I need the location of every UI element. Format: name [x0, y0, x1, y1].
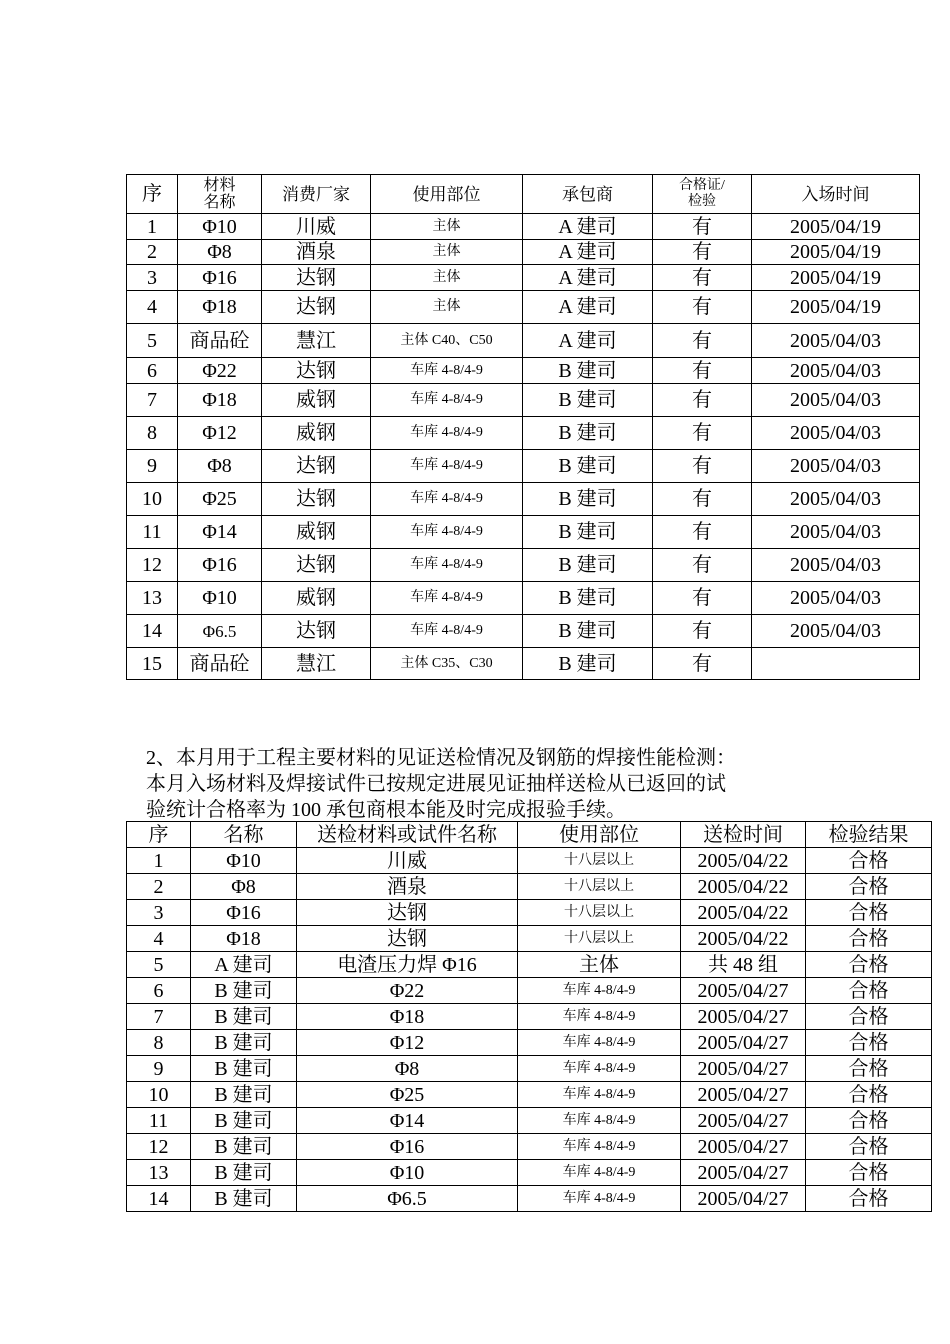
row-date — [752, 648, 920, 680]
row-part: 车库 4-8/4-9 — [518, 978, 681, 1004]
row-result: 合格 — [806, 952, 932, 978]
header-cert — [653, 175, 752, 214]
row-contractor: B 建司 — [523, 450, 653, 483]
row-part: 车库 4-8/4-9 — [518, 1004, 681, 1030]
row-seq: 7 — [127, 1004, 191, 1030]
row-cert: 有 — [653, 324, 752, 358]
row-maker: 威钢 — [262, 582, 371, 615]
row-seq: 11 — [127, 516, 178, 549]
header-name: 名称 — [191, 822, 297, 848]
row-sample: 电渣压力焊 Φ16 — [297, 952, 518, 978]
header-material-line1: 材料 — [203, 177, 236, 194]
row-contractor: A 建司 — [523, 324, 653, 358]
row-part: 车库 4-8/4-9 — [371, 358, 523, 384]
row-name: Φ16 — [191, 900, 297, 926]
row-material: Φ8 — [178, 450, 262, 483]
row-maker: 达钢 — [262, 358, 371, 384]
row-name: B 建司 — [191, 1082, 297, 1108]
table-row — [127, 240, 920, 265]
table-row — [127, 265, 920, 291]
table-row — [127, 1082, 932, 1108]
row-contractor: B 建司 — [523, 384, 653, 417]
row-date: 2005/04/19 — [752, 265, 920, 291]
row-result: 合格 — [806, 926, 932, 952]
table-row — [127, 450, 920, 483]
row-part: 主体 — [518, 952, 681, 978]
row-name: B 建司 — [191, 1160, 297, 1186]
table-row — [127, 358, 920, 384]
row-result: 合格 — [806, 978, 932, 1004]
row-contractor: A 建司 — [523, 291, 653, 324]
row-material: Φ16 — [178, 265, 262, 291]
row-part: 主体 C35、C30 — [371, 648, 523, 680]
row-sample: Φ6.5 — [297, 1186, 518, 1212]
row-date: 2005/04/03 — [752, 549, 920, 582]
row-seq: 5 — [127, 952, 191, 978]
row-name: B 建司 — [191, 1186, 297, 1212]
row-sample: 酒泉 — [297, 874, 518, 900]
row-contractor: B 建司 — [523, 417, 653, 450]
row-date: 2005/04/22 — [681, 848, 806, 874]
row-part: 车库 4-8/4-9 — [371, 582, 523, 615]
row-part: 主体 — [371, 214, 523, 240]
row-date: 2005/04/27 — [681, 1030, 806, 1056]
row-cert: 有 — [653, 384, 752, 417]
header-seq: 序 — [127, 175, 178, 214]
row-cert: 有 — [653, 358, 752, 384]
row-material: Φ22 — [178, 358, 262, 384]
row-name: A 建司 — [191, 952, 297, 978]
row-result: 合格 — [806, 1082, 932, 1108]
row-material: Φ18 — [178, 291, 262, 324]
row-name: Φ8 — [191, 874, 297, 900]
row-maker: 达钢 — [262, 549, 371, 582]
row-material: Φ6.5 — [178, 615, 262, 648]
row-name: Φ10 — [191, 848, 297, 874]
row-name: B 建司 — [191, 1004, 297, 1030]
row-seq: 12 — [127, 1134, 191, 1160]
row-maker: 达钢 — [262, 265, 371, 291]
table-row — [127, 952, 932, 978]
table-row — [127, 1134, 932, 1160]
row-result: 合格 — [806, 1108, 932, 1134]
row-part: 车库 4-8/4-9 — [371, 615, 523, 648]
row-sample: Φ16 — [297, 1134, 518, 1160]
row-material: Φ18 — [178, 384, 262, 417]
summary-line-3: 验统计合格率为 100 承包商根本能及时完成报验手续。 — [146, 799, 626, 821]
row-contractor: A 建司 — [523, 214, 653, 240]
summary-line-1: 2、本月用于工程主要材料的见证送检情况及钢筋的焊接性能检测： — [146, 747, 736, 769]
row-result: 合格 — [806, 900, 932, 926]
row-part: 十八层以上 — [518, 926, 681, 952]
row-sample: Φ22 — [297, 978, 518, 1004]
row-cert: 有 — [653, 240, 752, 265]
table2-header-row — [127, 822, 932, 848]
header-sample: 送检材料或试件名称 — [297, 822, 518, 848]
row-material: Φ25 — [178, 483, 262, 516]
row-contractor: B 建司 — [523, 615, 653, 648]
row-date: 2005/04/03 — [752, 450, 920, 483]
table-row — [127, 214, 920, 240]
row-maker: 威钢 — [262, 516, 371, 549]
table-row — [127, 1056, 932, 1082]
row-date: 2005/04/03 — [752, 384, 920, 417]
row-maker: 威钢 — [262, 417, 371, 450]
row-date: 2005/04/22 — [681, 874, 806, 900]
row-date: 2005/04/19 — [752, 291, 920, 324]
row-seq: 4 — [127, 291, 178, 324]
row-date: 2005/04/22 — [681, 926, 806, 952]
table-row — [127, 648, 920, 680]
header-seq: 序 — [127, 822, 191, 848]
table-row — [127, 324, 920, 358]
row-maker: 酒泉 — [262, 240, 371, 265]
row-seq: 9 — [127, 1056, 191, 1082]
row-seq: 8 — [127, 1030, 191, 1056]
row-maker: 川威 — [262, 214, 371, 240]
row-sample: 川威 — [297, 848, 518, 874]
row-date: 2005/04/03 — [752, 582, 920, 615]
row-result: 合格 — [806, 1160, 932, 1186]
row-maker: 慧江 — [262, 324, 371, 358]
row-material: 商品砼 — [178, 648, 262, 680]
row-seq: 15 — [127, 648, 178, 680]
row-date: 2005/04/19 — [752, 214, 920, 240]
row-date: 2005/04/27 — [681, 978, 806, 1004]
row-result: 合格 — [806, 1134, 932, 1160]
row-material: Φ10 — [178, 582, 262, 615]
table-row — [127, 1186, 932, 1212]
row-sample: Φ10 — [297, 1160, 518, 1186]
row-material: Φ12 — [178, 417, 262, 450]
row-result: 合格 — [806, 848, 932, 874]
row-cert: 有 — [653, 291, 752, 324]
header-contractor: 承包商 — [523, 175, 653, 214]
row-date: 共 48 组 — [681, 952, 806, 978]
row-part: 主体 C40、C50 — [371, 324, 523, 358]
row-maker: 慧江 — [262, 648, 371, 680]
row-maker: 威钢 — [262, 384, 371, 417]
row-date: 2005/04/22 — [681, 900, 806, 926]
row-part: 车库 4-8/4-9 — [518, 1030, 681, 1056]
row-sample: Φ18 — [297, 1004, 518, 1030]
row-maker: 达钢 — [262, 450, 371, 483]
table-row — [127, 1108, 932, 1134]
row-cert: 有 — [653, 265, 752, 291]
row-seq: 6 — [127, 978, 191, 1004]
row-seq: 1 — [127, 214, 178, 240]
row-seq: 12 — [127, 549, 178, 582]
row-contractor: B 建司 — [523, 483, 653, 516]
row-contractor: B 建司 — [523, 648, 653, 680]
row-seq: 13 — [127, 1160, 191, 1186]
row-date: 2005/04/27 — [681, 1004, 806, 1030]
table-row — [127, 848, 932, 874]
row-date: 2005/04/27 — [681, 1082, 806, 1108]
row-name: B 建司 — [191, 978, 297, 1004]
row-date: 2005/04/27 — [681, 1186, 806, 1212]
table-row — [127, 615, 920, 648]
table-row — [127, 900, 932, 926]
row-seq: 14 — [127, 615, 178, 648]
inspection-summary — [146, 745, 846, 823]
row-date: 2005/04/03 — [752, 417, 920, 450]
row-date: 2005/04/27 — [681, 1134, 806, 1160]
row-material: Φ14 — [178, 516, 262, 549]
row-name: B 建司 — [191, 1030, 297, 1056]
row-part: 车库 4-8/4-9 — [518, 1056, 681, 1082]
row-seq: 4 — [127, 926, 191, 952]
row-date: 2005/04/03 — [752, 516, 920, 549]
row-result: 合格 — [806, 1004, 932, 1030]
row-cert: 有 — [653, 615, 752, 648]
table-row — [127, 1004, 932, 1030]
row-seq: 9 — [127, 450, 178, 483]
table-row — [127, 384, 920, 417]
row-contractor: A 建司 — [523, 240, 653, 265]
row-name: B 建司 — [191, 1108, 297, 1134]
row-seq: 3 — [127, 900, 191, 926]
row-seq: 5 — [127, 324, 178, 358]
row-date: 2005/04/27 — [681, 1160, 806, 1186]
row-result: 合格 — [806, 874, 932, 900]
row-part: 主体 — [371, 265, 523, 291]
row-material: Φ8 — [178, 240, 262, 265]
material-entry-table — [126, 174, 920, 680]
row-seq: 2 — [127, 874, 191, 900]
table-row — [127, 483, 920, 516]
row-seq: 11 — [127, 1108, 191, 1134]
row-part: 十八层以上 — [518, 874, 681, 900]
row-maker: 达钢 — [262, 615, 371, 648]
row-name: Φ18 — [191, 926, 297, 952]
row-date: 2005/04/03 — [752, 324, 920, 358]
row-cert: 有 — [653, 648, 752, 680]
header-cert-line1: 合格证/ — [679, 178, 725, 193]
table-row — [127, 926, 932, 952]
row-sample: Φ12 — [297, 1030, 518, 1056]
table-row — [127, 549, 920, 582]
row-material: Φ10 — [178, 214, 262, 240]
row-material: 商品砼 — [178, 324, 262, 358]
row-part: 车库 4-8/4-9 — [518, 1186, 681, 1212]
row-cert: 有 — [653, 450, 752, 483]
row-date: 2005/04/03 — [752, 483, 920, 516]
row-cert: 有 — [653, 417, 752, 450]
row-cert: 有 — [653, 549, 752, 582]
row-part: 主体 — [371, 240, 523, 265]
row-seq: 7 — [127, 384, 178, 417]
row-name: B 建司 — [191, 1056, 297, 1082]
header-material — [178, 175, 262, 214]
row-seq: 2 — [127, 240, 178, 265]
row-name: B 建司 — [191, 1134, 297, 1160]
row-seq: 1 — [127, 848, 191, 874]
header-maker: 消费厂家 — [262, 175, 371, 214]
row-cert: 有 — [653, 483, 752, 516]
row-cert: 有 — [653, 582, 752, 615]
row-date: 2005/04/27 — [681, 1056, 806, 1082]
row-seq: 13 — [127, 582, 178, 615]
row-part: 车库 4-8/4-9 — [371, 417, 523, 450]
row-result: 合格 — [806, 1056, 932, 1082]
header-cert-line2: 检验 — [688, 194, 716, 209]
row-contractor: B 建司 — [523, 549, 653, 582]
row-cert: 有 — [653, 516, 752, 549]
summary-line-2: 本月入场材料及焊接试件已按规定进展见证抽样送检从已返回的试 — [146, 773, 726, 795]
row-part: 车库 4-8/4-9 — [371, 516, 523, 549]
row-date: 2005/04/27 — [681, 1108, 806, 1134]
row-sample: Φ8 — [297, 1056, 518, 1082]
table-row — [127, 1160, 932, 1186]
row-part: 车库 4-8/4-9 — [518, 1134, 681, 1160]
table-row — [127, 978, 932, 1004]
header-date: 送检时间 — [681, 822, 806, 848]
row-result: 合格 — [806, 1186, 932, 1212]
row-part: 车库 4-8/4-9 — [518, 1082, 681, 1108]
header-date: 入场时间 — [752, 175, 920, 214]
header-part: 使用部位 — [371, 175, 523, 214]
row-maker: 达钢 — [262, 291, 371, 324]
table-row — [127, 582, 920, 615]
header-part: 使用部位 — [518, 822, 681, 848]
row-seq: 6 — [127, 358, 178, 384]
row-seq: 10 — [127, 483, 178, 516]
row-contractor: B 建司 — [523, 358, 653, 384]
table-row — [127, 417, 920, 450]
table1-header-row — [127, 175, 920, 214]
row-result: 合格 — [806, 1030, 932, 1056]
row-sample: Φ14 — [297, 1108, 518, 1134]
row-maker: 达钢 — [262, 483, 371, 516]
row-cert: 有 — [653, 214, 752, 240]
row-part: 车库 4-8/4-9 — [371, 483, 523, 516]
row-part: 主体 — [371, 291, 523, 324]
row-part: 车库 4-8/4-9 — [518, 1160, 681, 1186]
header-result: 检验结果 — [806, 822, 932, 848]
sample-inspection-table — [126, 821, 932, 1212]
table-row — [127, 516, 920, 549]
row-seq: 10 — [127, 1082, 191, 1108]
row-sample: Φ25 — [297, 1082, 518, 1108]
row-part: 车库 4-8/4-9 — [371, 384, 523, 417]
row-part: 十八层以上 — [518, 848, 681, 874]
row-date: 2005/04/19 — [752, 240, 920, 265]
row-contractor: B 建司 — [523, 516, 653, 549]
row-part: 车库 4-8/4-9 — [371, 549, 523, 582]
table-row — [127, 874, 932, 900]
row-part: 车库 4-8/4-9 — [371, 450, 523, 483]
row-date: 2005/04/03 — [752, 358, 920, 384]
row-sample: 达钢 — [297, 900, 518, 926]
header-material-line2: 名称 — [203, 194, 236, 211]
table-row — [127, 1030, 932, 1056]
row-seq: 3 — [127, 265, 178, 291]
row-material: Φ16 — [178, 549, 262, 582]
row-date: 2005/04/03 — [752, 615, 920, 648]
row-sample: 达钢 — [297, 926, 518, 952]
row-part: 十八层以上 — [518, 900, 681, 926]
row-contractor: A 建司 — [523, 265, 653, 291]
row-part: 车库 4-8/4-9 — [518, 1108, 681, 1134]
row-seq: 8 — [127, 417, 178, 450]
row-seq: 14 — [127, 1186, 191, 1212]
table-row — [127, 291, 920, 324]
row-contractor: B 建司 — [523, 582, 653, 615]
